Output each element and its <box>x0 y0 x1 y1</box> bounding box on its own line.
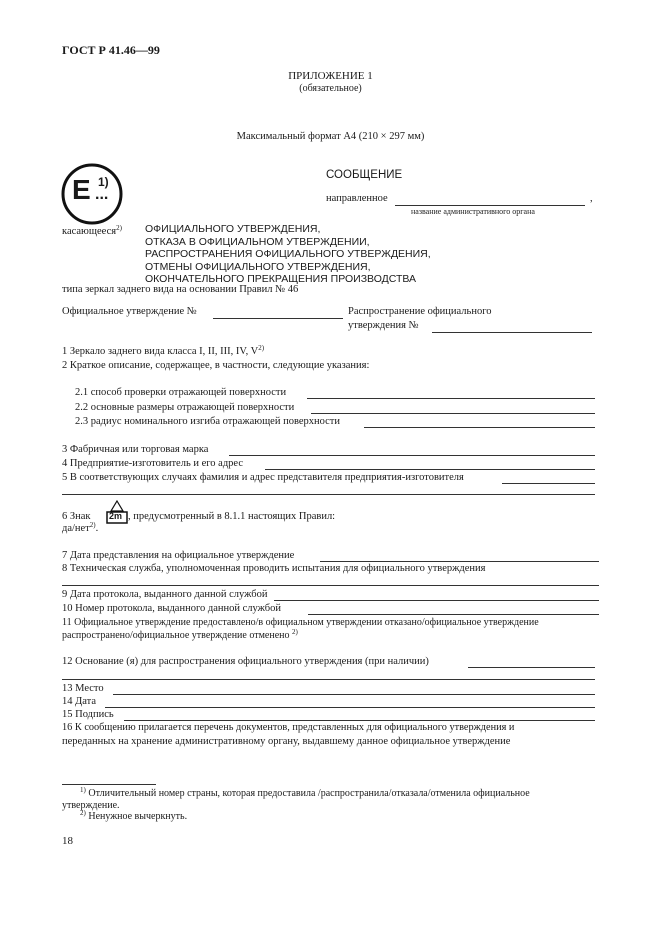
mark-dots: ... <box>95 186 109 203</box>
field-7-line <box>320 561 599 562</box>
mark-superscript: 1) <box>98 175 109 189</box>
field-5: 5 В соответствующих случаях фамилия и адрес представителя предприятия-изготовителя <box>62 472 464 483</box>
sent-caption: название административного органа <box>411 207 535 216</box>
field-8: 8 Техническая служба, уполномоченная проводить испытания для официального утверждения <box>62 563 486 574</box>
field-4: 4 Предприятие-изготовитель и его адрес <box>62 458 244 469</box>
field-6-icon-text: 2m <box>109 511 123 521</box>
extension-label-2: утверждения № <box>348 320 419 331</box>
annex-subtitle: (обязательное) <box>299 83 362 94</box>
field-12-line <box>468 667 595 668</box>
approval-number-line <box>213 318 343 319</box>
field-6-answer: да/нет$^{2)}$. <box>62 521 99 534</box>
extension-label-1: Распространение официального <box>348 306 492 317</box>
field-3: 3 Фабричная или торговая марка <box>62 444 209 455</box>
field-15: 15 Подпись <box>62 709 114 720</box>
field-3-line <box>229 455 595 456</box>
concerning-item: ОКОНЧАТЕЛЬНОГО ПРЕКРАЩЕНИЯ ПРОИЗВОДСТВА <box>145 273 417 285</box>
field-2-2: 2.2 основные размеры отражающей поверхности <box>75 402 295 413</box>
footnote-1: $^{1)}$ Отличительный номер страны, которая предоставила /распространила/отказала/отменила официальное <box>80 786 530 799</box>
field-12: 12 Основание (я) для распространения официального утверждения (при наличии) <box>62 656 429 667</box>
field-14: 14 Дата <box>62 696 97 707</box>
format-note: Максимальный формат А4 (210 × 297 мм) <box>236 131 425 142</box>
doc-code: ГОСТ Р 41.46—99 <box>62 43 160 57</box>
concerning-item: ОФИЦИАЛЬНОГО УТВЕРЖДЕНИЯ, <box>145 223 321 235</box>
field-11-line-1: 11 Официальное утверждение предоставлено/в официальном утверждении отказано/официальное утверждение <box>62 617 539 628</box>
annex-title: ПРИЛОЖЕНИЕ 1 <box>288 70 373 82</box>
concerning-item: РАСПРОСТРАНЕНИЯ ОФИЦИАЛЬНОГО УТВЕРЖДЕНИЯ, <box>145 248 431 260</box>
field-2-3: 2.3 радиус номинального изгиба отражающей поверхности <box>75 416 341 427</box>
field-15-line <box>124 720 595 721</box>
field-16-line-2: переданных на хранение административному органу, выдавшему данное официальное утверждение <box>62 736 511 747</box>
field-4-line <box>265 469 595 470</box>
concerning-item: ОТМЕНЫ ОФИЦИАЛЬНОГО УТВЕРЖДЕНИЯ, <box>145 260 371 273</box>
field-8-line <box>62 585 599 586</box>
sent-label: направленное <box>326 193 388 204</box>
field-2-3-line <box>364 427 595 428</box>
field-12-line-2 <box>62 679 595 680</box>
concerning-item: ОТКАЗА В ОФИЦИАЛЬНОМ УТВЕРЖДЕНИИ, <box>145 235 370 248</box>
field-2-2-line <box>311 413 595 414</box>
field-13: 13 Место <box>62 683 104 694</box>
field-2-1-line <box>307 398 595 399</box>
field-2-1: 2.1 способ проверки отражающей поверхности <box>75 387 287 398</box>
field-13-line <box>113 694 595 695</box>
field-7: 7 Дата представления на официальное утверждение <box>62 550 295 561</box>
concerning-label: касающееся$^{2)}$ <box>62 224 122 237</box>
field-5-line-2 <box>62 494 595 495</box>
field-10: 10 Номер протокола, выданного данной службой <box>62 603 281 614</box>
sent-comma: , <box>590 193 593 204</box>
page-number: 18 <box>62 835 73 847</box>
mark-letter: E <box>72 174 91 205</box>
footnote-1-cont: утверждение. <box>62 800 120 811</box>
field-5-line <box>502 483 595 484</box>
field-9: 9 Дата протокола, выданного данной службой <box>62 589 268 600</box>
extension-number-line <box>432 332 592 333</box>
field-6-text: , предусмотренный в 8.1.1 настоящих Правил: <box>128 511 336 522</box>
field-10-line <box>308 614 599 615</box>
field-16-line-1: 16 К сообщению прилагается перечень документов, представленных для официального утверждения и <box>62 722 515 733</box>
sent-line <box>395 205 585 206</box>
approval-number-label: Официальное утверждение № <box>62 306 197 317</box>
message-title: СООБЩЕНИЕ <box>326 169 403 181</box>
footnote-divider <box>62 784 156 785</box>
type-line: типа зеркал заднего вида на основании Правил № 46 <box>62 284 299 295</box>
field-2: 2 Краткое описание, содержащее, в частности, следующие указания: <box>62 360 370 371</box>
field-11-line-2: распространено/официальное утверждение отменено $^{2)}$ <box>62 628 298 641</box>
concerning-items <box>145 223 431 286</box>
field-1: 1 Зеркало заднего вида класса I, II, III, IV, $V^{2)}$ <box>62 344 265 357</box>
footnote-2: $^{2)}$ Ненужное вычеркнуть. <box>80 809 188 822</box>
field-9-line <box>274 600 599 601</box>
field-14-line <box>105 707 595 708</box>
field-6-label: 6 Знак <box>62 511 91 522</box>
